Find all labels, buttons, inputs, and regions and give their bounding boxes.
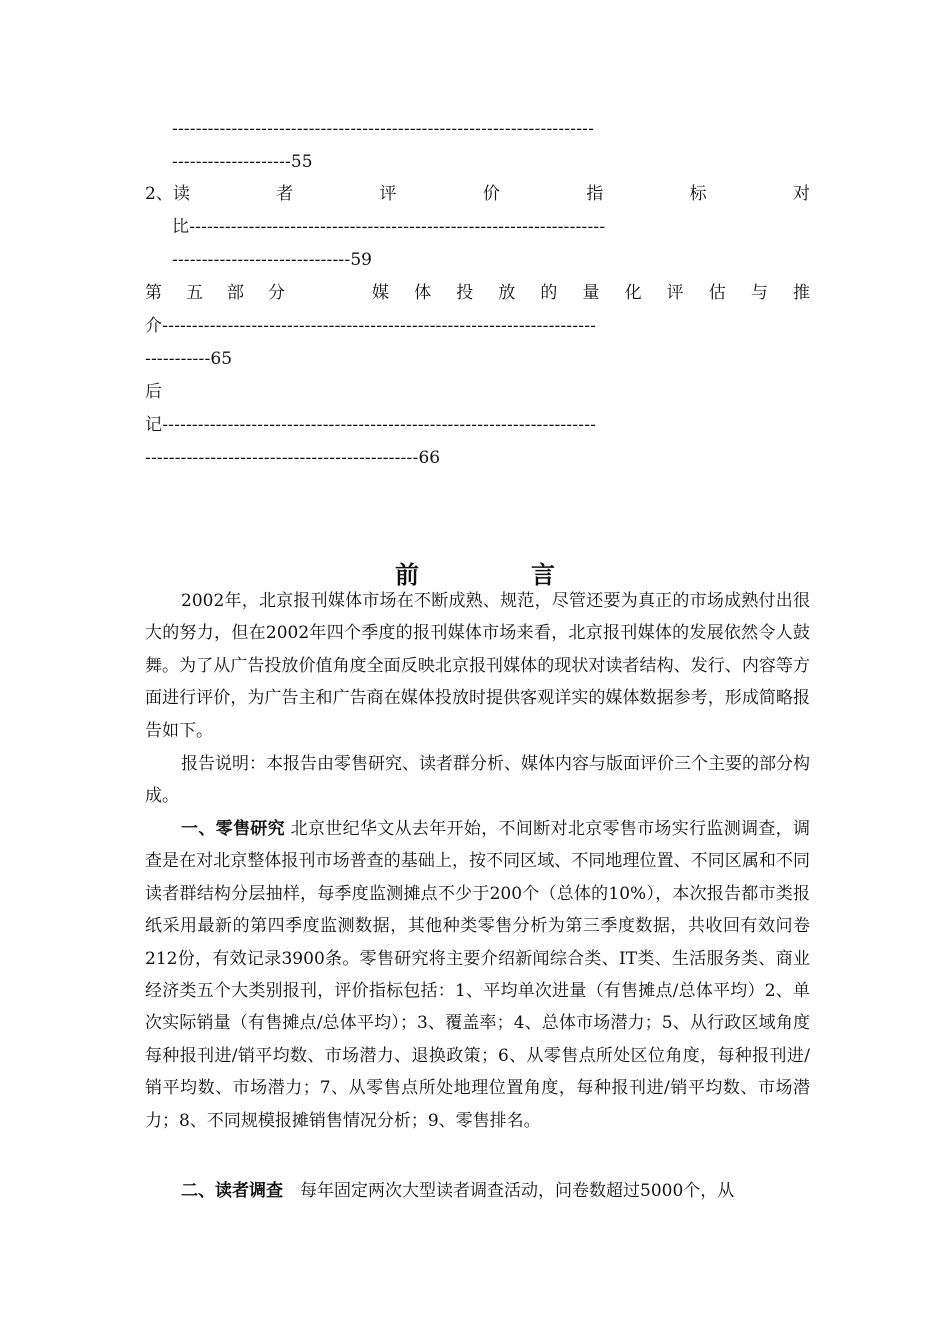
toc-entry3-part-label: 第 五 部 分 [145,283,285,303]
preface-paragraph-reader: 二、读者调查 每年固定两次大型读者调查活动，问卷数超过5000个，从 [181,1181,735,1201]
toc-entry2-page-line: ------------------------------59 [172,250,372,270]
toc-entry3-part-name: 媒 体 投 放 的 量 化 评 估 与 推 [372,283,810,303]
preface-paragraph-retail: 一、零售研究 北京世纪华文从去年开始，不间断对北京零售市场实行监测调查，调查是在对北京整体报刊市场普查的基础上，按不同区域、不同地理位置、不同区属和不同读者群结构分层抽样，每季度监测摊点不少于200个（总体的10%），本次报告都市类报纸采用最新的第四季度监测数据，其他种类零售分析为第三季度数据，共收回有效问卷212份，有效记录3900条。零售研究将主要介绍新闻综合类、IT类、生活服务类、商业经济类五个大类别报刊，评价指标包括：1、平均单次进量（有售摊点/总体平均）2、单次实际销量（有售摊点/总体平均）；3、覆盖率；4、总体市场潜力；5、从行政区域角度每种报刊进/销平均数、市场潜力、退换政策；6、从零售点所处区位角度，每种报刊进/销平均数、市场潜力；7、从零售点所处地理位置角度，每种报刊进/销平均数、市场潜力；8、不同规模报摊销售情况分析；9、零售排名。 [145,819,811,1131]
toc-entry1-page: 55 [290,152,313,172]
toc-entry1-dashes: ----------------------------------------------------------------------- [172,119,595,139]
toc-entry2-page: 59 [350,250,372,270]
toc-entry3-title[interactable] [145,282,810,306]
toc-entry4-page-line: ----------------------------------------------66 [145,448,441,468]
toc-entry2-title[interactable]: 2、读 者 评 价 指 标 对 [145,184,810,204]
retail-heading: 一、零售研究 [181,819,285,839]
toc-entry3-page-line: -----------65 [145,349,233,369]
toc-entry3-dashes: 介------------------------------------------------------------------------- [145,316,597,336]
toc-entry4-dashes: 记------------------------------------------------------------------------- [145,415,597,435]
preface-title: 前 言 [395,561,555,589]
toc-entry4-page: 66 [418,448,441,468]
preface-paragraph-report-note: 报告说明：本报告由零售研究、读者群分析、媒体内容与版面评价三个主要的部分构成。 [145,754,810,807]
toc-entry2-dashes: 比---------------------------------------------------------------------- [172,217,606,237]
toc-entry1-page-line: --------------------55 [172,152,313,172]
reader-heading: 二、读者调查 [181,1181,283,1201]
toc-entry4-title[interactable]: 后 [145,382,162,402]
toc-entry3-page: 65 [210,349,233,369]
preface-paragraph-1: 2002年，北京报刊媒体市场在不断成熟、规范，尽管还要为真正的市场成熟付出很大的努力，但在2002年四个季度的报刊媒体市场来看，北京报刊媒体的发展依然令人鼓舞。为了从广告投放价值角度全面反映北京报刊媒体的现状对读者结构、发行、内容等方面进行评价，为广告主和广告商在媒体投放时提供客观详实的媒体数据参考，形成简略报告如下。 [145,591,810,741]
